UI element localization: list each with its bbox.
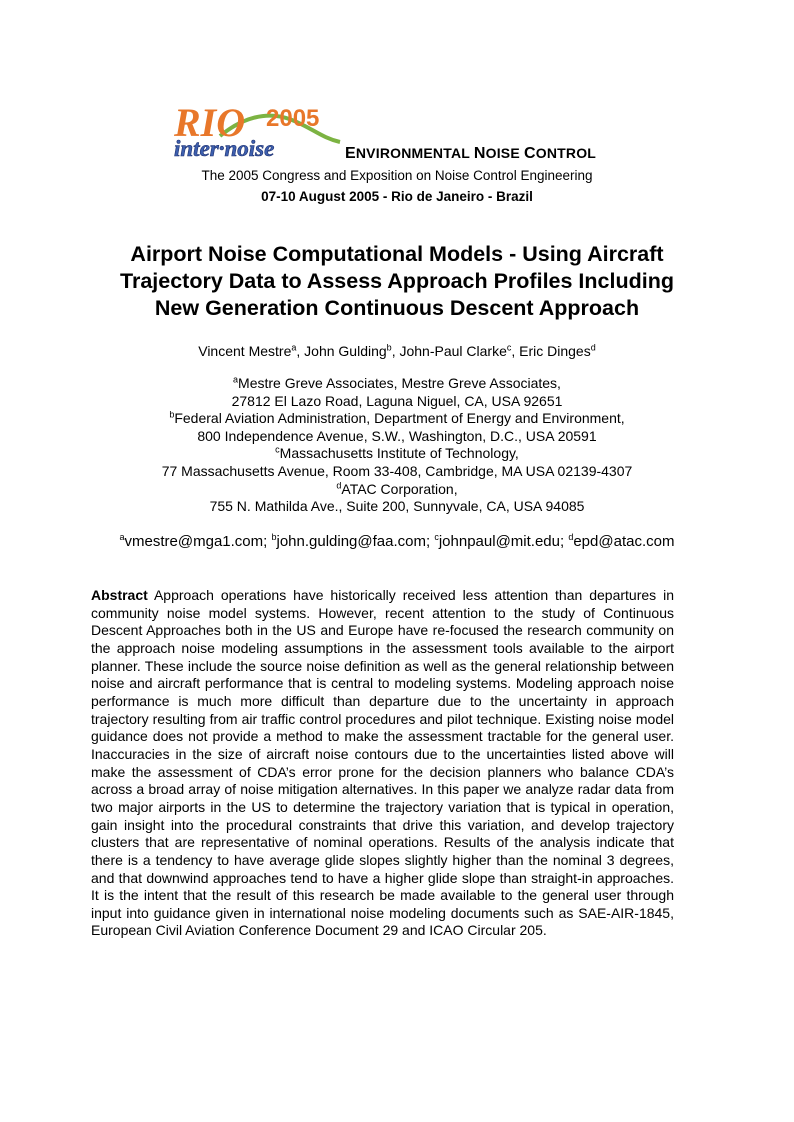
affiliation-line: $^c$Massachusetts Institute of Technology, bbox=[275, 444, 519, 462]
title-line: Trajectory Data to Assess Approach Profiles Including bbox=[120, 269, 674, 293]
affiliation-line: 800 Independence Avenue, S.W., Washington, D.C., USA 20591 bbox=[197, 427, 597, 444]
conference-subtitle: The 2005 Congress and Exposition on Noise Control Engineering bbox=[201, 168, 593, 183]
author-name: John Gulding bbox=[304, 343, 387, 359]
conference-dates: 07-10 August 2005 - Rio de Janeiro - Brazil bbox=[261, 189, 533, 204]
affiliation-line: $^a$Mestre Greve Associates, Mestre Greve Associates, bbox=[233, 374, 561, 391]
affiliation-line: 77 Massachusetts Avenue, Room 33-408, Cambridge, MA USA 02139-4307 bbox=[161, 462, 633, 479]
logo-rio: RIO bbox=[174, 100, 246, 145]
email-link[interactable]: vmestre@mga1.com bbox=[124, 533, 264, 550]
email-link[interactable]: johnpaul@mit.edu bbox=[438, 533, 560, 550]
affiliation-line: $^d$ATAC Corporation, bbox=[336, 479, 458, 497]
affiliation-line: $^b$Federal Aviation Administration, Department of Energy and Environment, bbox=[169, 409, 625, 427]
email-list: $^a$vmestre@mga1.com; $^b$john.gulding@faa.com; $^c$johnpaul@mit.edu; $^d$epd@atac.com bbox=[119, 532, 675, 550]
affiliations bbox=[0, 375, 794, 516]
author-list: Vincent Mestre$^a$, John Gulding$^b$, John-Paul Clarke$^c$, Eric Dinges$^d$ bbox=[198, 342, 596, 359]
abstract-label: Abstract bbox=[91, 587, 148, 603]
author-name: John-Paul Clarke bbox=[399, 343, 507, 359]
author-name: Vincent Mestre bbox=[198, 343, 292, 359]
title-line: Airport Noise Computational Models - Using Aircraft bbox=[130, 242, 664, 266]
paper-title bbox=[60, 241, 734, 322]
abstract bbox=[91, 587, 674, 940]
affiliation-line: 755 N. Mathilda Ave., Suite 200, Sunnyvale, CA, USA 94085 bbox=[209, 498, 585, 515]
email-link[interactable]: john.gulding@faa.com bbox=[276, 533, 426, 550]
author-name: Eric Dinges bbox=[519, 343, 591, 359]
email-link[interactable]: epd@atac.com bbox=[573, 533, 675, 550]
abstract-text: Approach operations have historically received less attention than departures in community noise model systems. However, recent attention to the study of Continuous Descent Approaches both in the US and Europe have re-focused the research community on the approach noise modeling assumptions in the assessment tools available to the airport planner. These include the source noise definition as well as the general relationship between noise and aircraft performance that is central to modeling systems. Modeling approach noise performance is much more difficult than departure due to the uncertainty in approach trajectory resulting from air traffic control procedures and pilot technique. Existing noise model guidance does not provide a method to make the assessment tractable for the general user. Inaccuracies in the size of aircraft noise contours due to the uncertainties listed above will make the assessment of CDA’s error prone for the decision planners who balance CDA’s across a broad array of noise mitigation alternatives. In this paper we analyze radar data from two major airports in the US to determine the trajectory variation that is typical in operation, gain insight into the procedural constraints that drive this variation, and develop trajectory clusters that are representative of nominal operations. Results of the analysis indicate that there is a tendency to have average glide slopes slightly higher than the nominal 3 degrees, and that downwind approaches tend to have a higher glide slope than straight-in approaches. It is the intent that the result of this research be made available to the general user through input into guidance given in international noise modeling documents such as SAE-AIR-1845, European Civil Aviation Conference Document 29 and ICAO Circular 205. bbox=[91, 587, 674, 939]
conference-title: ENVIRONMENTAL NOISE CONTROL bbox=[345, 145, 597, 162]
affiliation-line: 27812 El Lazo Road, Laguna Niguel, CA, USA 92651 bbox=[231, 392, 563, 409]
title-line: New Generation Continuous Descent Approach bbox=[154, 296, 640, 320]
logo-brand: inter·noise bbox=[174, 136, 275, 160]
conference-logo bbox=[172, 98, 342, 160]
logo-year: 2005 bbox=[266, 105, 320, 132]
